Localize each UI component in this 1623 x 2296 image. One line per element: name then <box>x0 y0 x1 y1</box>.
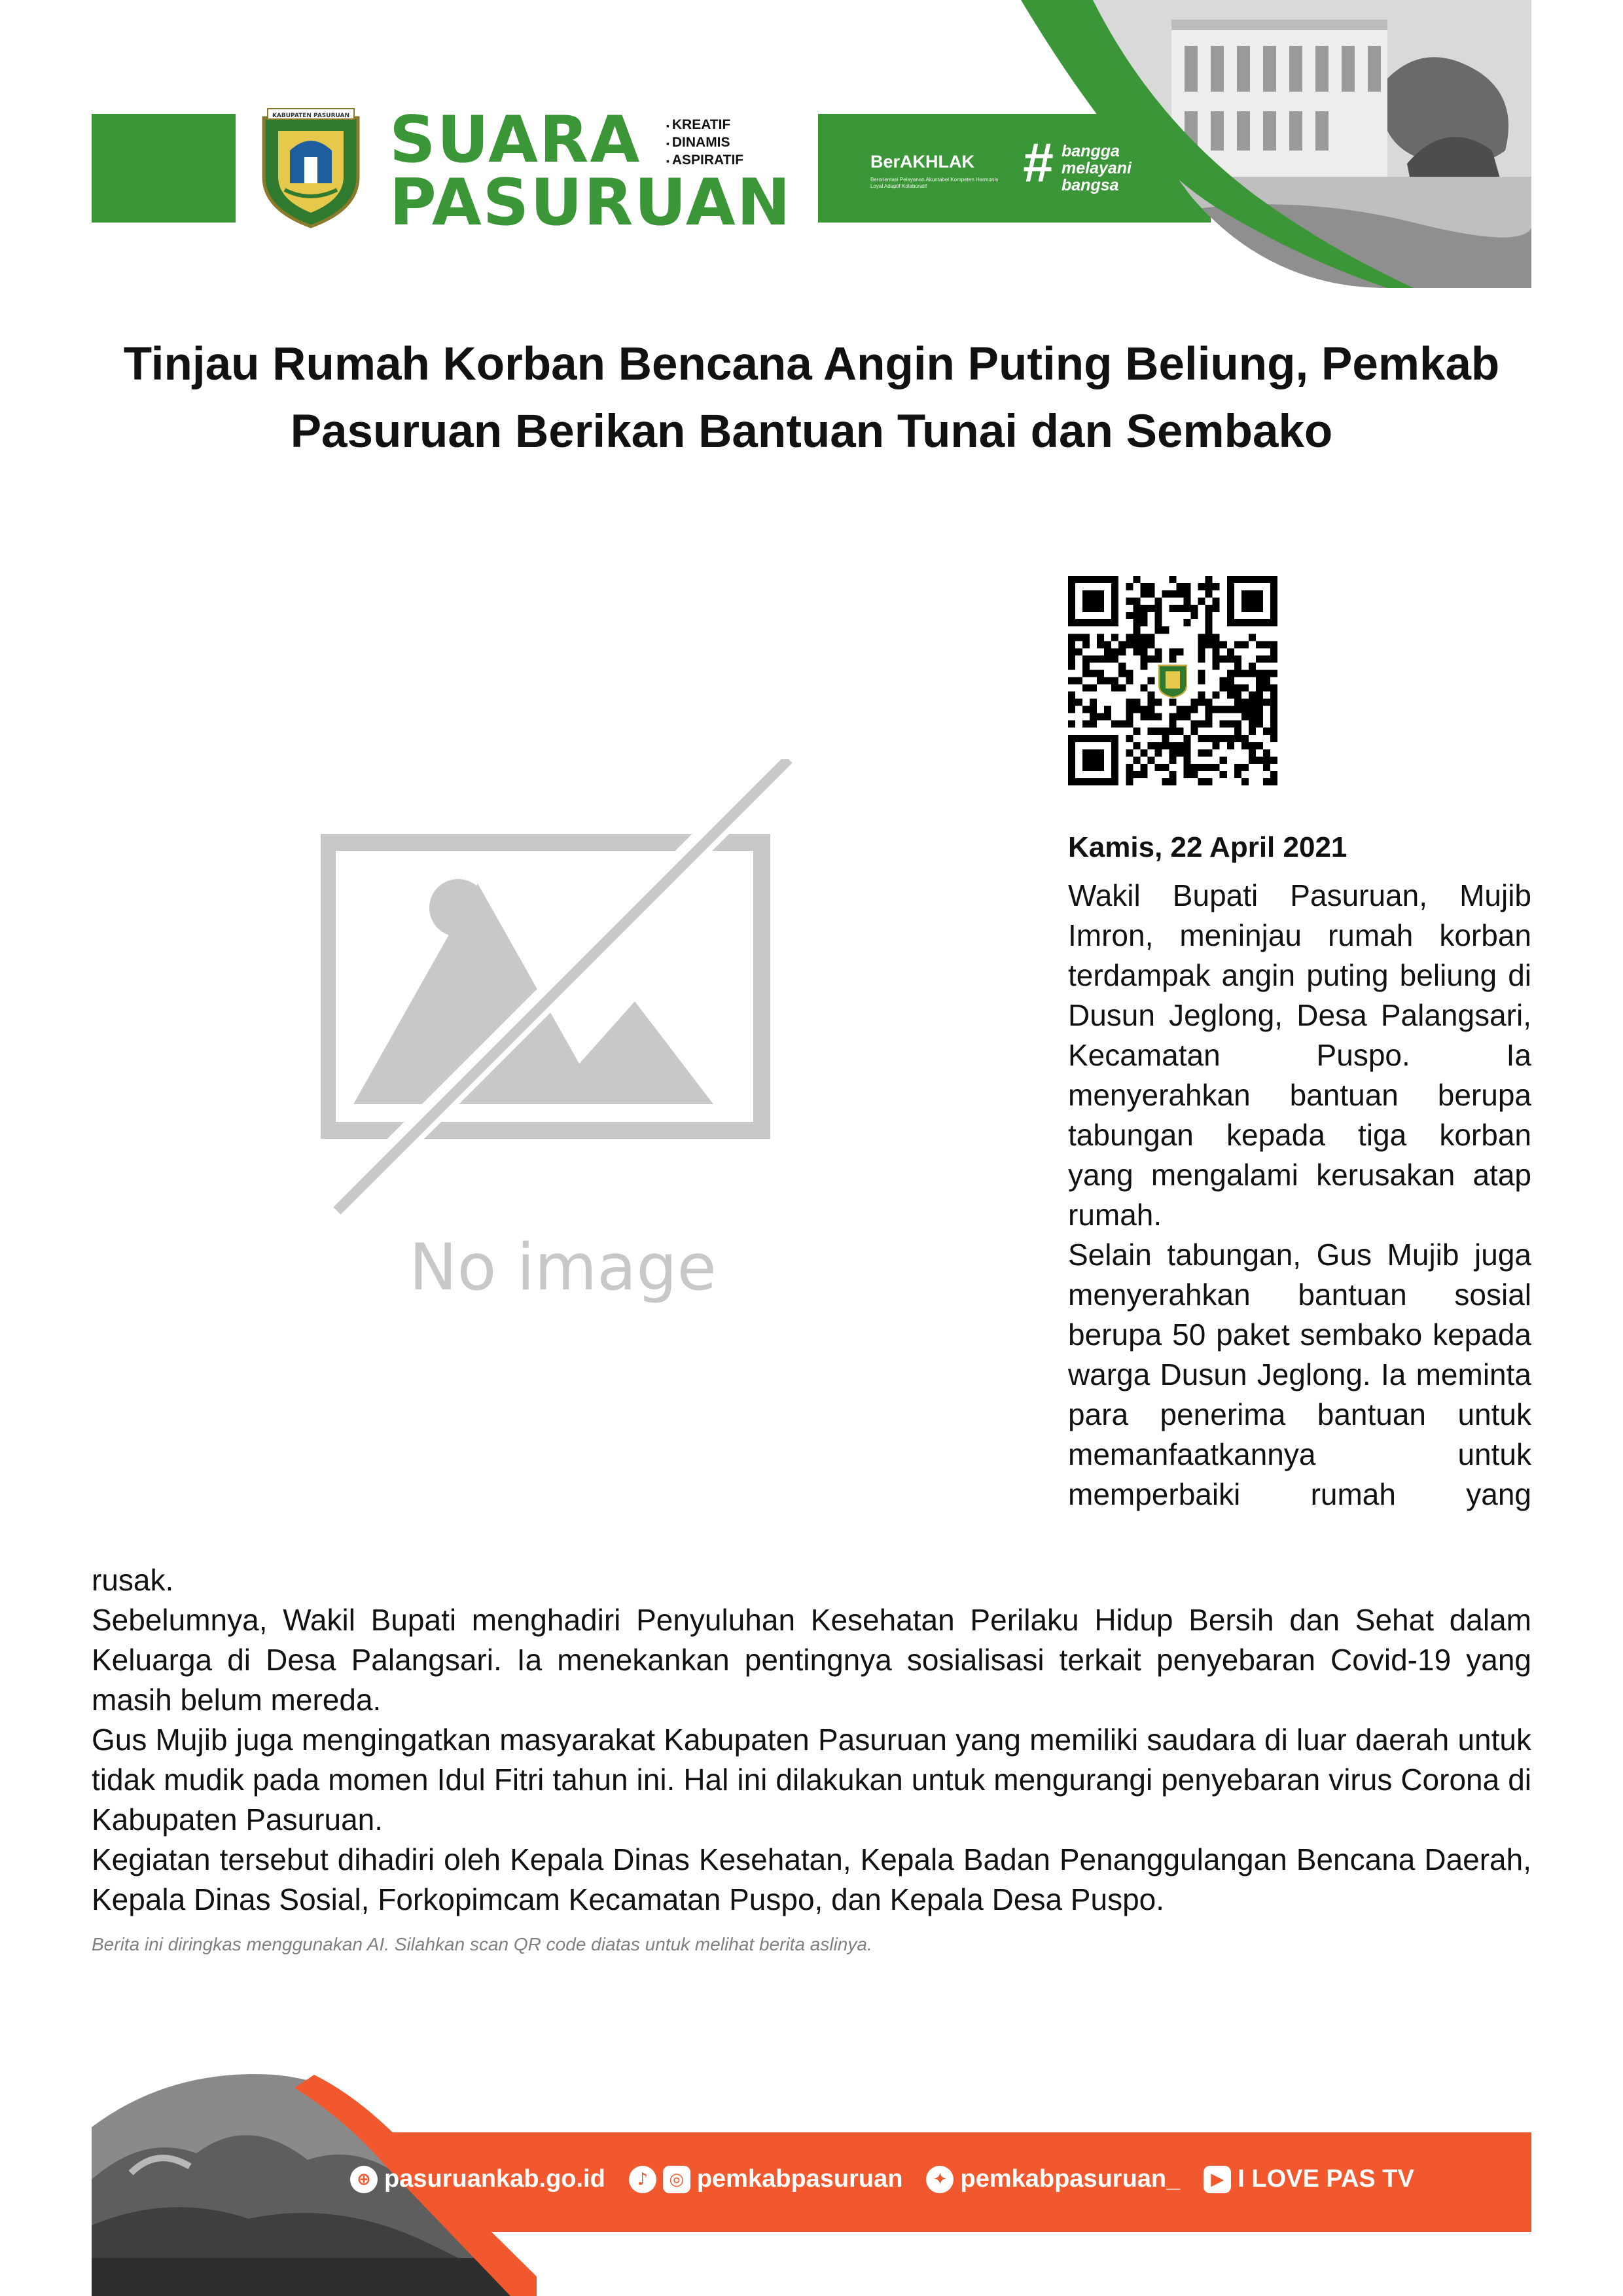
brand-line-2: PASURUAN <box>389 166 792 240</box>
brand-taglines <box>666 117 743 170</box>
paragraph-2-start: Selain tabungan, Gus Mujib juga menyerahkan bantuan sosial berupa 50 paket sembako kepada warga Dusun Jeglong. Ia meminta para penerima bantuan untuk memanfaatkannya untuk memperbaiki rumah yang <box>1068 1238 1531 1511</box>
article-column-text <box>1068 876 1531 1515</box>
footer-website-link[interactable] <box>350 2165 605 2193</box>
footer-youtube-link[interactable] <box>1204 2165 1414 2193</box>
bangga-melayani-bangsa <box>1061 143 1132 194</box>
berakhlak-logo: BerAKHLAK <box>870 152 975 171</box>
bangga-word-1: bangga <box>1061 142 1120 160</box>
youtube-icon: ▶ <box>1204 2166 1231 2193</box>
paragraph-2-end: rusak. <box>92 1563 174 1597</box>
tagline-1: ▪ KREATIF <box>666 117 743 134</box>
paragraph-1: Wakil Bupati Pasuruan, Mujib Imron, meninjau rumah korban terdampak angin puting beliung di Dusun Jeglong, Desa Palangsari, Kecamatan Puspo. Ia menyerahkan bantuan berupa tabungan kepada tiga korban yang mengalami kerusakan atap rumah. <box>1068 878 1531 1232</box>
article-body-text <box>92 1560 1531 1920</box>
regency-emblem <box>259 105 363 229</box>
twitter-text: pemkabpasuruan_ <box>960 2165 1181 2193</box>
article-date: Kamis, 22 April 2021 <box>1068 831 1347 863</box>
ai-summary-note: Berita ini diringkas menggunakan AI. Silahkan scan QR code diatas untuk melihat berita aslinya. <box>92 1934 872 1954</box>
footer-social-links <box>350 2165 1438 2193</box>
youtube-text: I LOVE PAS TV <box>1238 2165 1414 2193</box>
qr-code[interactable] <box>1068 576 1277 785</box>
paragraph-5: Kegiatan tersebut dihadiri oleh Kepala Dinas Kesehatan, Kepala Badan Penanggulangan Bencana Daerah, Kepala Dinas Sosial, Forkopimcam Kecamatan Puspo, dan Kepala Desa Puspo. <box>92 1842 1531 1916</box>
website-text: pasuruankab.go.id <box>384 2165 605 2193</box>
berakhlak-subtitle: Berorientasi Pelayanan Akuntabel Kompeten Harmonis Loyal Adaptif Kolaboratif <box>870 177 999 189</box>
footer-twitter-link[interactable] <box>926 2165 1180 2193</box>
paragraph-4: Gus Mujib juga mengingatkan masyarakat Kabupaten Pasuruan yang memiliki saudara di luar daerah untuk tidak mudik pada momen Idul Fitri tahun ini. Hal ini dilakukan untuk mengurangi penyebaran virus Corona di Kabupaten Pasuruan. <box>92 1723 1531 1837</box>
tiktok-icon: ♪ <box>629 2166 656 2193</box>
emblem-caption: KABUPATEN PASURUAN <box>272 113 350 119</box>
instagram-text: pemkabpasuruan <box>696 2165 903 2193</box>
no-image-label: No image <box>409 1230 717 1305</box>
footer-instagram-link[interactable] <box>629 2165 903 2193</box>
hashtag-icon: # <box>1022 132 1053 193</box>
globe-icon: ⊕ <box>350 2166 378 2193</box>
bangga-word-2: melayani <box>1061 159 1132 177</box>
header-left-bar <box>92 114 236 223</box>
article-title: Tinjau Rumah Korban Bencana Angin Puting Beliung, Pemkab Pasuruan Berikan Bantuan Tunai dan Sembako <box>123 338 1500 457</box>
instagram-icon: ◎ <box>663 2166 690 2193</box>
brand-line-1: SUARA <box>389 103 641 177</box>
tagline-2: ▪ DINAMIS <box>666 134 743 152</box>
tagline-3: ▪ ASPIRATIF <box>666 152 743 170</box>
twitter-icon: ✦ <box>926 2166 954 2193</box>
paragraph-3: Sebelumnya, Wakil Bupati menghadiri Penyuluhan Kesehatan Perilaku Hidup Bersih dan Sehat dalam Keluarga di Desa Palangsari. Ia menekankan pentingnya sosialisasi terkait penyebaran Covid-19 yang masih belum mereda. <box>92 1603 1531 1717</box>
bangga-word-3: bangsa <box>1061 176 1119 194</box>
